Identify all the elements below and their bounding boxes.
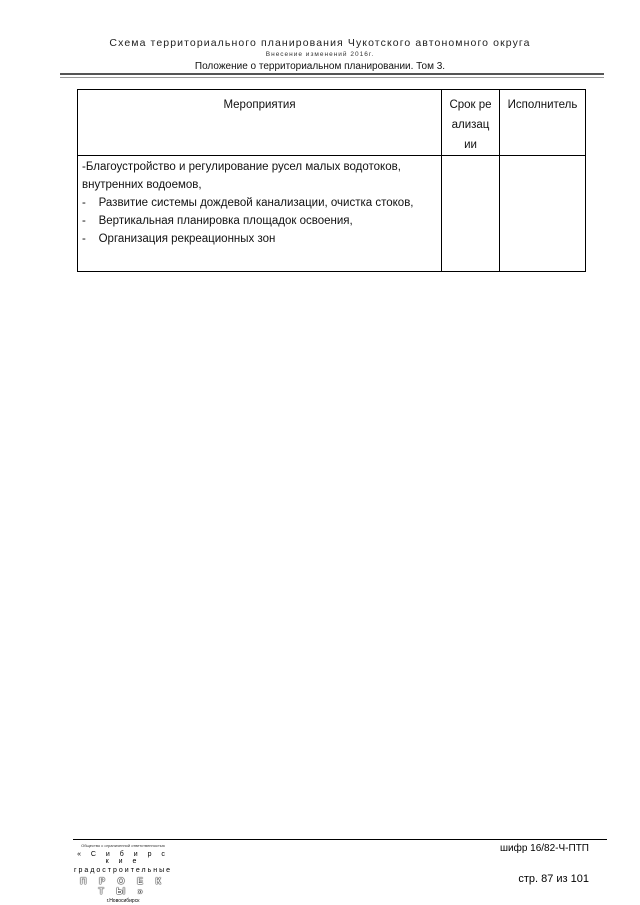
header-deadline	[442, 90, 500, 156]
activities-cell	[78, 156, 442, 272]
header-activities: Мероприятия	[78, 90, 442, 156]
document-subtitle: Внесение изменений 2016г.	[265, 51, 375, 58]
footer-divider	[73, 839, 607, 840]
company-logo	[73, 843, 173, 904]
page-number: стр. 87 из 101	[518, 873, 589, 885]
list-item: -Благоустройство и регулирование русел малых водотоков, внутренних водоемов,	[82, 161, 401, 191]
executor-cell	[500, 156, 586, 272]
header-deadline-label: Срок реализации	[449, 99, 492, 151]
header-executor: Исполнитель	[500, 90, 586, 156]
document-title: Схема территориального планирования Чукотского автономного округа	[109, 37, 531, 49]
logo-line: г.Новосибирск	[106, 898, 140, 904]
list-item: - Развитие системы дождевой канализации, очистка стоков,	[82, 197, 414, 209]
logo-line: градостроительные	[73, 867, 173, 874]
logo-line: « С и б и р с к и е	[77, 851, 169, 865]
document-cipher: шифр 16/82-Ч-ПТП	[499, 843, 589, 854]
table-row	[78, 156, 586, 272]
table-header-row	[78, 90, 586, 156]
logo-line: Общество с ограниченной ответственностью	[81, 843, 165, 848]
volume-title: Положение о территориальном планировании. Том 3.	[194, 61, 446, 72]
header-divider-thin	[60, 77, 604, 78]
activities-table	[77, 89, 586, 272]
logo-line: П Р О Е К Т Ы »	[80, 876, 166, 896]
list-item: - Организация рекреационных зон	[82, 233, 276, 245]
deadline-cell	[442, 156, 500, 272]
header-divider	[60, 73, 604, 75]
list-item: - Вертикальная планировка площадок освоения,	[82, 215, 353, 227]
